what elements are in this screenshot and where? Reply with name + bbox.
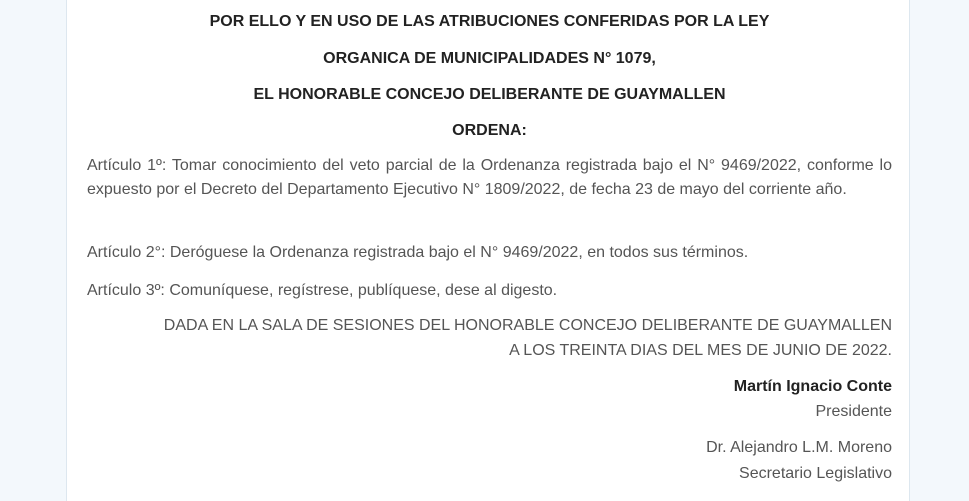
president-name: Martín Ignacio Conte <box>733 378 892 395</box>
document-page <box>66 0 910 501</box>
heading-line-3: EL HONORABLE CONCEJO DELIBERANTE DE GUAYMALLEN <box>253 86 726 103</box>
secretary-title: Secretario Legislativo <box>739 465 892 482</box>
dada-line-1: DADA EN LA SALA DE SESIONES DEL HONORABLE CONCEJO DELIBERANTE DE GUAYMALLEN <box>163 317 892 334</box>
article-2: Artículo 2°: Deróguese la Ordenanza registrada bajo el N° 9469/2022, en todos sus términos. <box>87 244 749 261</box>
dada-line-2: A LOS TREINTA DIAS DEL MES DE JUNIO DE 2022. <box>509 342 892 359</box>
article-1: Artículo 1º: Tomar conocimiento del veto parcial de la Ordenanza registrada bajo el N° 9469/2022, conforme lo expuesto por el Decreto del Departamento Ejecutivo N° 1809/2022, de fecha 23 de mayo del corriente año. <box>87 157 892 198</box>
article-3: Artículo 3º: Comuníquese, regístrese, publíquese, dese al digesto. <box>87 282 558 299</box>
heading-line-1: POR ELLO Y EN USO DE LAS ATRIBUCIONES CONFERIDAS POR LA LEY <box>209 13 770 30</box>
secretary-name: Dr. Alejandro L.M. Moreno <box>706 439 892 456</box>
heading-line-2: ORGANICA DE MUNICIPALIDADES N° 1079, <box>323 50 656 67</box>
ordena-heading: ORDENA: <box>452 122 527 139</box>
president-title: Presidente <box>815 403 892 420</box>
